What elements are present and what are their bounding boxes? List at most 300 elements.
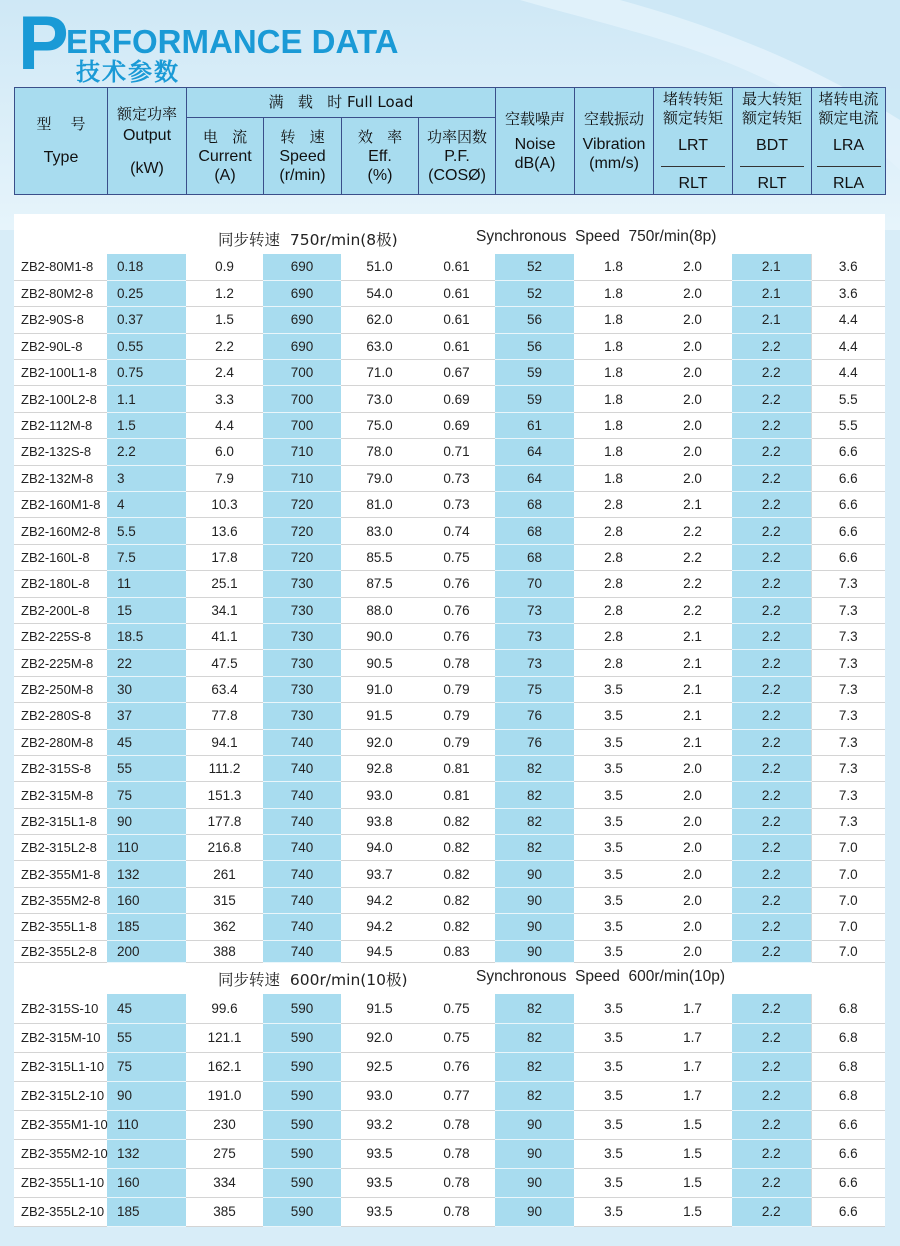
cell-output: 110: [107, 835, 186, 861]
title-chinese: 技术参数: [76, 58, 180, 86]
cell-vibration: 3.5: [574, 703, 653, 729]
cell-noise: 64: [495, 465, 574, 491]
cell-lra: 7.0: [811, 835, 885, 861]
fraction-line: [817, 166, 881, 167]
cell-power-factor: 0.78: [418, 1197, 495, 1226]
cell-current: 315: [186, 887, 263, 913]
cell-current: 162.1: [186, 1052, 263, 1081]
cell-bdt: 2.2: [732, 729, 811, 755]
cell-output: 3: [107, 465, 186, 491]
cell-current: 2.2: [186, 333, 263, 359]
table-row: [14, 544, 885, 570]
cell-type: ZB2-355M1-8: [14, 861, 107, 887]
cell-lra: 7.0: [811, 887, 885, 913]
cell-current: 1.5: [186, 307, 263, 333]
cell-current: 4.4: [186, 412, 263, 438]
cell-efficiency: 93.5: [341, 1168, 418, 1197]
cell-lrt: 2.0: [653, 835, 732, 861]
cell-lra: 7.3: [811, 729, 885, 755]
cell-output: 7.5: [107, 544, 186, 570]
cell-lra: 7.3: [811, 703, 885, 729]
table-row: [14, 1023, 885, 1052]
cell-output: 55: [107, 755, 186, 781]
cell-current: 177.8: [186, 808, 263, 834]
cell-vibration: 3.5: [574, 1168, 653, 1197]
cell-lrt: 2.0: [653, 333, 732, 359]
cell-type: ZB2-132M-8: [14, 465, 107, 491]
cell-noise: 90: [495, 1110, 574, 1139]
cell-efficiency: 94.0: [341, 835, 418, 861]
cell-efficiency: 92.0: [341, 1023, 418, 1052]
cell-power-factor: 0.73: [418, 465, 495, 491]
cell-noise: 82: [495, 1081, 574, 1110]
cell-power-factor: 0.73: [418, 492, 495, 518]
cell-type: ZB2-355L2-8: [14, 940, 107, 962]
table-row: [14, 571, 885, 597]
cell-lra: 6.6: [811, 544, 885, 570]
cell-speed: 740: [263, 782, 341, 808]
cell-type: ZB2-225M-8: [14, 650, 107, 676]
cell-efficiency: 75.0: [341, 412, 418, 438]
cell-efficiency: 73.0: [341, 386, 418, 412]
cell-output: 110: [107, 1110, 186, 1139]
cell-lrt: 2.0: [653, 439, 732, 465]
cell-lra: 6.8: [811, 1081, 885, 1110]
cell-lra: 7.3: [811, 782, 885, 808]
table-row: [14, 861, 885, 887]
cell-efficiency: 93.0: [341, 1081, 418, 1110]
cell-lrt: 2.2: [653, 597, 732, 623]
cell-power-factor: 0.78: [418, 1168, 495, 1197]
table-row: [14, 650, 885, 676]
cell-current: 6.0: [186, 439, 263, 465]
cell-lrt: 2.1: [653, 492, 732, 518]
cell-noise: 73: [495, 623, 574, 649]
cell-noise: 70: [495, 571, 574, 597]
table-row: [14, 254, 885, 280]
cell-speed: 710: [263, 439, 341, 465]
cell-output: 90: [107, 1081, 186, 1110]
table-row: [14, 307, 885, 333]
cell-lrt: 2.0: [653, 861, 732, 887]
cell-speed: 730: [263, 650, 341, 676]
table-row: [14, 1168, 885, 1197]
cell-current: 47.5: [186, 650, 263, 676]
cell-bdt: 2.2: [732, 703, 811, 729]
cell-power-factor: 0.78: [418, 650, 495, 676]
cell-speed: 590: [263, 994, 341, 1023]
cell-current: 13.6: [186, 518, 263, 544]
page-title: [18, 1, 618, 86]
cell-type: ZB2-160L-8: [14, 544, 107, 570]
cell-bdt: 2.2: [732, 1081, 811, 1110]
cell-current: 3.3: [186, 386, 263, 412]
cell-vibration: 1.8: [574, 412, 653, 438]
cell-lra: 6.6: [811, 1110, 885, 1139]
cell-vibration: 3.5: [574, 755, 653, 781]
cell-output: 132: [107, 861, 186, 887]
cell-vibration: 1.8: [574, 333, 653, 359]
cell-efficiency: 93.2: [341, 1110, 418, 1139]
cell-speed: 590: [263, 1052, 341, 1081]
cell-lrt: 2.1: [653, 676, 732, 702]
cell-vibration: 3.5: [574, 861, 653, 887]
table-row: [14, 518, 885, 544]
cell-bdt: 2.2: [732, 940, 811, 962]
cell-power-factor: 0.61: [418, 307, 495, 333]
cell-output: 22: [107, 650, 186, 676]
cell-lra: 3.6: [811, 280, 885, 306]
cell-speed: 710: [263, 465, 341, 491]
cell-output: 30: [107, 676, 186, 702]
cell-vibration: 1.8: [574, 307, 653, 333]
table-row: [14, 808, 885, 834]
cell-noise: 82: [495, 1023, 574, 1052]
cell-power-factor: 0.76: [418, 571, 495, 597]
cell-lra: 5.5: [811, 386, 885, 412]
cell-output: 5.5: [107, 518, 186, 544]
cell-lra: 6.6: [811, 1139, 885, 1168]
cell-speed: 590: [263, 1081, 341, 1110]
cell-bdt: 2.1: [732, 307, 811, 333]
fraction-line: [661, 166, 725, 167]
section-title-cn: 同步转速 600r/min(10极): [218, 971, 408, 989]
cell-power-factor: 0.71: [418, 439, 495, 465]
cell-lrt: 2.1: [653, 623, 732, 649]
cell-type: ZB2-90S-8: [14, 307, 107, 333]
cell-noise: 82: [495, 835, 574, 861]
cell-type: ZB2-315L1-8: [14, 808, 107, 834]
cell-current: 1.2: [186, 280, 263, 306]
cell-vibration: 2.8: [574, 650, 653, 676]
cell-power-factor: 0.79: [418, 703, 495, 729]
cell-bdt: 2.2: [732, 412, 811, 438]
table-row: [14, 676, 885, 702]
cell-lrt: 1.5: [653, 1139, 732, 1168]
cell-power-factor: 0.76: [418, 597, 495, 623]
cell-vibration: 3.5: [574, 887, 653, 913]
cell-vibration: 3.5: [574, 1110, 653, 1139]
cell-lrt: 2.0: [653, 386, 732, 412]
title-text: ERFORMANCE DATA: [66, 23, 399, 60]
cell-type: ZB2-180L-8: [14, 571, 107, 597]
cell-type: ZB2-160M1-8: [14, 492, 107, 518]
cell-bdt: 2.2: [732, 492, 811, 518]
cell-noise: 75: [495, 676, 574, 702]
header-full-load: 满 载 时 Full Load: [187, 88, 496, 118]
cell-output: 1.5: [107, 412, 186, 438]
cell-noise: 82: [495, 1052, 574, 1081]
cell-output: 200: [107, 940, 186, 962]
cell-type: ZB2-132S-8: [14, 439, 107, 465]
cell-lra: 6.6: [811, 439, 885, 465]
cell-noise: 52: [495, 280, 574, 306]
table-row: [14, 439, 885, 465]
section-title-750: [14, 222, 885, 252]
cell-speed: 740: [263, 755, 341, 781]
cell-lrt: 2.0: [653, 254, 732, 280]
cell-bdt: 2.2: [732, 360, 811, 386]
header-type: 型 号 Type: [15, 88, 108, 195]
cell-output: 0.37: [107, 307, 186, 333]
table-row: [14, 1052, 885, 1081]
cell-output: 45: [107, 729, 186, 755]
cell-efficiency: 79.0: [341, 465, 418, 491]
cell-power-factor: 0.75: [418, 994, 495, 1023]
cell-lra: 7.3: [811, 755, 885, 781]
cell-type: ZB2-315L1-10: [14, 1052, 107, 1081]
cell-type: ZB2-80M2-8: [14, 280, 107, 306]
cell-current: 261: [186, 861, 263, 887]
cell-bdt: 2.2: [732, 1023, 811, 1052]
cell-efficiency: 85.5: [341, 544, 418, 570]
cell-efficiency: 92.5: [341, 1052, 418, 1081]
cell-noise: 82: [495, 808, 574, 834]
cell-power-factor: 0.82: [418, 914, 495, 940]
cell-vibration: 2.8: [574, 571, 653, 597]
cell-bdt: 2.2: [732, 808, 811, 834]
cell-vibration: 1.8: [574, 360, 653, 386]
header-current: 电 流 Current (A): [187, 118, 264, 195]
cell-lrt: 1.5: [653, 1168, 732, 1197]
cell-lrt: 2.0: [653, 914, 732, 940]
cell-bdt: 2.2: [732, 1052, 811, 1081]
cell-vibration: 3.5: [574, 808, 653, 834]
cell-power-factor: 0.78: [418, 1110, 495, 1139]
section-title-en: Synchronous Speed 600r/min(10p): [476, 968, 726, 985]
cell-vibration: 3.5: [574, 782, 653, 808]
cell-lra: 7.3: [811, 808, 885, 834]
cell-bdt: 2.2: [732, 1139, 811, 1168]
section-title-en: Synchronous Speed 750r/min(8p): [476, 228, 717, 245]
table-row: [14, 333, 885, 359]
cell-bdt: 2.2: [732, 333, 811, 359]
cell-noise: 90: [495, 1197, 574, 1226]
cell-efficiency: 94.2: [341, 914, 418, 940]
cell-speed: 720: [263, 492, 341, 518]
cell-vibration: 3.5: [574, 1023, 653, 1052]
cell-output: 1.1: [107, 386, 186, 412]
table-row: [14, 623, 885, 649]
cell-speed: 690: [263, 333, 341, 359]
table-row: [14, 465, 885, 491]
cell-vibration: 3.5: [574, 1139, 653, 1168]
cell-speed: 690: [263, 254, 341, 280]
cell-speed: 730: [263, 703, 341, 729]
table-row: [14, 914, 885, 940]
cell-speed: 700: [263, 412, 341, 438]
cell-type: ZB2-355M1-10: [14, 1110, 107, 1139]
cell-efficiency: 90.5: [341, 650, 418, 676]
cell-vibration: 3.5: [574, 676, 653, 702]
cell-speed: 700: [263, 360, 341, 386]
cell-current: 275: [186, 1139, 263, 1168]
cell-lrt: 1.7: [653, 1081, 732, 1110]
cell-efficiency: 93.0: [341, 782, 418, 808]
cell-speed: 700: [263, 386, 341, 412]
cell-lra: 6.6: [811, 1168, 885, 1197]
cell-efficiency: 91.5: [341, 994, 418, 1023]
cell-efficiency: 93.5: [341, 1197, 418, 1226]
cell-current: 17.8: [186, 544, 263, 570]
cell-type: ZB2-225S-8: [14, 623, 107, 649]
cell-efficiency: 87.5: [341, 571, 418, 597]
cell-speed: 590: [263, 1023, 341, 1052]
cell-noise: 73: [495, 597, 574, 623]
cell-lrt: 1.7: [653, 994, 732, 1023]
cell-efficiency: 51.0: [341, 254, 418, 280]
cell-current: 388: [186, 940, 263, 962]
cell-lra: 4.4: [811, 333, 885, 359]
cell-lrt: 1.7: [653, 1052, 732, 1081]
header-efficiency: 效 率 Eff. (%): [342, 118, 419, 195]
cell-noise: 68: [495, 518, 574, 544]
cell-bdt: 2.2: [732, 887, 811, 913]
table-row: [14, 412, 885, 438]
table-row: [14, 360, 885, 386]
cell-efficiency: 63.0: [341, 333, 418, 359]
cell-type: ZB2-280M-8: [14, 729, 107, 755]
cell-bdt: 2.2: [732, 597, 811, 623]
cell-lrt: 1.5: [653, 1197, 732, 1226]
cell-vibration: 2.8: [574, 623, 653, 649]
cell-power-factor: 0.69: [418, 386, 495, 412]
cell-lra: 6.8: [811, 1023, 885, 1052]
cell-bdt: 2.2: [732, 623, 811, 649]
data-table-750: [14, 254, 885, 963]
cell-lrt: 2.0: [653, 280, 732, 306]
cell-lra: 7.3: [811, 650, 885, 676]
cell-current: 2.4: [186, 360, 263, 386]
cell-current: 63.4: [186, 676, 263, 702]
cell-type: ZB2-355L1-8: [14, 914, 107, 940]
cell-power-factor: 0.69: [418, 412, 495, 438]
cell-output: 2.2: [107, 439, 186, 465]
cell-lrt: 2.1: [653, 650, 732, 676]
cell-bdt: 2.2: [732, 1110, 811, 1139]
cell-bdt: 2.2: [732, 518, 811, 544]
cell-lra: 6.8: [811, 1052, 885, 1081]
cell-efficiency: 81.0: [341, 492, 418, 518]
cell-power-factor: 0.67: [418, 360, 495, 386]
header-lrt: 堵转转矩 额定转矩 LRT RLT: [654, 88, 733, 195]
cell-noise: 68: [495, 492, 574, 518]
cell-lrt: 1.5: [653, 1110, 732, 1139]
cell-lrt: 2.0: [653, 465, 732, 491]
section-title-cn: 同步转速 750r/min(8极): [218, 231, 398, 249]
cell-lrt: 2.0: [653, 360, 732, 386]
cell-lra: 3.6: [811, 254, 885, 280]
cell-lrt: 1.7: [653, 1023, 732, 1052]
cell-current: 151.3: [186, 782, 263, 808]
cell-vibration: 3.5: [574, 729, 653, 755]
cell-vibration: 1.8: [574, 386, 653, 412]
cell-power-factor: 0.79: [418, 676, 495, 702]
cell-power-factor: 0.82: [418, 887, 495, 913]
cell-vibration: 2.8: [574, 597, 653, 623]
cell-type: ZB2-100L2-8: [14, 386, 107, 412]
cell-lrt: 2.2: [653, 571, 732, 597]
cell-lra: 6.6: [811, 1197, 885, 1226]
cell-type: ZB2-355M2-10: [14, 1139, 107, 1168]
cell-noise: 56: [495, 333, 574, 359]
cell-current: 77.8: [186, 703, 263, 729]
cell-power-factor: 0.79: [418, 729, 495, 755]
cell-lra: 4.4: [811, 360, 885, 386]
cell-current: 99.6: [186, 994, 263, 1023]
cell-lrt: 2.0: [653, 782, 732, 808]
cell-output: 4: [107, 492, 186, 518]
cell-lrt: 2.0: [653, 412, 732, 438]
cell-speed: 740: [263, 914, 341, 940]
cell-speed: 740: [263, 808, 341, 834]
cell-noise: 76: [495, 729, 574, 755]
cell-output: 0.55: [107, 333, 186, 359]
cell-lra: 7.0: [811, 940, 885, 962]
cell-lrt: 2.0: [653, 307, 732, 333]
cell-noise: 82: [495, 782, 574, 808]
cell-lra: 7.0: [811, 914, 885, 940]
cell-type: ZB2-100L1-8: [14, 360, 107, 386]
cell-bdt: 2.2: [732, 676, 811, 702]
cell-efficiency: 94.2: [341, 887, 418, 913]
cell-lrt: 2.2: [653, 518, 732, 544]
cell-power-factor: 0.81: [418, 755, 495, 781]
cell-efficiency: 93.7: [341, 861, 418, 887]
cell-lra: 7.3: [811, 623, 885, 649]
cell-power-factor: 0.74: [418, 518, 495, 544]
cell-current: 41.1: [186, 623, 263, 649]
cell-noise: 76: [495, 703, 574, 729]
cell-current: 94.1: [186, 729, 263, 755]
cell-noise: 82: [495, 994, 574, 1023]
cell-efficiency: 92.8: [341, 755, 418, 781]
cell-efficiency: 91.5: [341, 703, 418, 729]
cell-vibration: 3.5: [574, 914, 653, 940]
cell-lrt: 2.0: [653, 755, 732, 781]
header-lra: 堵转电流 额定电流 LRA RLA: [812, 88, 886, 195]
cell-bdt: 2.2: [732, 544, 811, 570]
cell-noise: 68: [495, 544, 574, 570]
cell-power-factor: 0.82: [418, 835, 495, 861]
cell-output: 15: [107, 597, 186, 623]
cell-lra: 7.3: [811, 571, 885, 597]
cell-noise: 52: [495, 254, 574, 280]
cell-noise: 64: [495, 439, 574, 465]
table-row: [14, 994, 885, 1023]
cell-efficiency: 93.8: [341, 808, 418, 834]
header-bdt: 最大转矩 额定转矩 BDT RLT: [733, 88, 812, 195]
cell-efficiency: 91.0: [341, 676, 418, 702]
cell-lrt: 2.1: [653, 729, 732, 755]
cell-efficiency: 71.0: [341, 360, 418, 386]
cell-type: ZB2-315S-8: [14, 755, 107, 781]
table-row: [14, 1197, 885, 1226]
cell-speed: 730: [263, 597, 341, 623]
cell-type: ZB2-355L2-10: [14, 1197, 107, 1226]
table-row: [14, 597, 885, 623]
cell-current: 111.2: [186, 755, 263, 781]
cell-type: ZB2-280S-8: [14, 703, 107, 729]
cell-vibration: 3.5: [574, 835, 653, 861]
cell-power-factor: 0.81: [418, 782, 495, 808]
cell-type: ZB2-112M-8: [14, 412, 107, 438]
cell-current: 385: [186, 1197, 263, 1226]
cell-noise: 90: [495, 940, 574, 962]
cell-speed: 590: [263, 1139, 341, 1168]
cell-noise: 90: [495, 861, 574, 887]
cell-bdt: 2.2: [732, 782, 811, 808]
